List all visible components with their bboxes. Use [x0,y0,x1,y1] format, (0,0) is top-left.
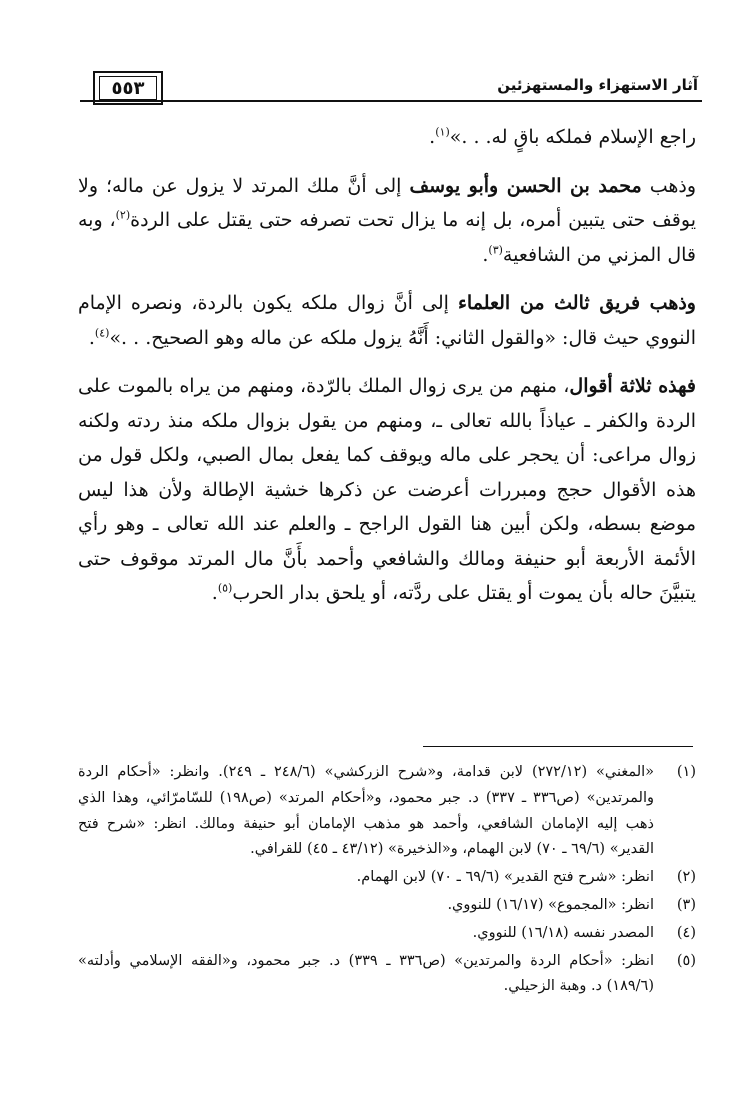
footnote-item [78,865,696,891]
footnote-item [78,760,696,863]
footnote-item [78,949,696,1001]
footnote-ref[interactable]: (٣) [488,243,503,257]
paragraph-3 [78,286,696,355]
footnote-ref[interactable]: (٥) [217,581,233,595]
paragraph-1 [78,120,696,155]
punctuation: . [429,126,436,148]
footnote-number: (٣) [676,896,696,913]
footnote-number: (٢) [676,869,696,886]
footnote-separator [423,746,693,747]
footnote-number: (١) [676,764,696,780]
footnote-number: (٥) [676,952,696,969]
paragraph-text: إلى أنَّ ملك المرتد لا يزول عن ماله؛ ولا يوقف حتى يتبين أمره، بل إنه ما يزال تحت تصرفه حتى يقتل على الردة [78,174,696,231]
footnote-ref[interactable]: (٤) [94,326,110,340]
paragraph-text: وذهب [649,174,696,197]
paragraph-2 [78,169,696,273]
footnote-text: المصدر نفسه (١٦/١٨) للنووي. [472,924,654,941]
paragraph-text: إلى أنَّ زوال ملكه يكون بالردة، ونصره الإمام النووي حيث قال: «والقول الثاني: أَنَّهُ يزول ملكه عن ماله وهو الصحيح. . .» [78,292,696,349]
footnote-ref[interactable]: (١) [435,125,450,139]
punctuation: . [88,326,95,349]
running-header-title: آثار الاستهزاء والمستهزئين [497,76,698,94]
paragraph-text: ، وبه قال المزني من الشافعية [78,209,696,266]
bold-lead: وذهب فريق ثالث من العلماء [457,292,696,314]
footnote-text: انظر: «شرح فتح القدير» (٦٩/٦ ـ ٧٠) لابن الهمام. [356,869,654,886]
footnote-ref[interactable]: (٢) [115,208,131,222]
footnote-text: «المغني» (٢٧٢/١٢) لابن قدامة، و«شرح الزركشي» (٢٤٨/٦ ـ ٢٤٩). وانظر: «أحكام الردة والمرتدين» (ص٣٣٦ ـ ٣٣٧) د. جبر محمود، و«أحكام المرتد» (ص١٩٨) للسّامرّائي، وهذا الذي ذهب إليه الإمامان الشافعي، وأحمد هو مذهب الإمامان أبو حنيفة ومالك. انظر: «شرح فتح القدير» (٦٩/٦ ـ ٧٠) لابن الهمام، و«الذخيرة» (٤٣/١٢ ـ ٤٥) للقرافي. [78,764,655,858]
footnote-item [78,893,696,919]
main-text [78,120,696,625]
footnote-text: انظر: «أحكام الردة والمرتدين» (ص٣٣٦ ـ ٣٣٩) د. جبر محمود، و«الفقه الإسلامي وأدلته» (١٨٩/٦) د. وهبة الزحيلي. [78,952,654,995]
header-rule-tick [80,100,94,102]
punctuation: . [482,243,489,266]
bold-lead: فهذه ثلاثة أقوال [569,375,696,397]
page-number: ٥٥٣ [99,76,157,100]
footnotes [78,760,696,1002]
page-number-frame [93,71,163,105]
header-rule [82,100,702,102]
footnote-text: انظر: «المجموع» (١٦/١٧) للنووي. [447,896,654,913]
paragraph-text: راجع الإسلام فملكه باقٍ له. . .» [449,126,696,148]
paragraph-4 [78,369,696,611]
bold-names: محمد بن الحسن وأبو يوسف [409,174,642,197]
paragraph-text: ، منهم من يرى زوال الملك بالرّدة، ومنهم من يراه بالموت على الردة والكفر ـ عياذاً بالله تعالى ـ، ومنهم من يقول بزوال ملكه منذ ردته ولكنه زوال مراعى: أن يحجر على ماله ويوقف كما يفعل بمال الصبي، ولكل قول من هذه الأقوال حجج ومبررات أعرضت عن ذكرها خشية الإطالة ولأن هذا ليس موضع بسطه، ولكن أبين هنا القول الراجح ـ والعلم عند الله تعالى ـ وهو رأي الأئمة الأربعة أبو حنيفة ومالك والشافعي وأحمد بأَنَّ مال المرتد موقوف حتى يتبيَّنَ حاله بأن يموت أو يقتل على ردَّته، أو يلحق بدار الحرب [78,375,696,604]
punctuation: . [211,582,218,604]
footnote-item [78,921,696,947]
footnote-number: (٤) [676,924,696,941]
